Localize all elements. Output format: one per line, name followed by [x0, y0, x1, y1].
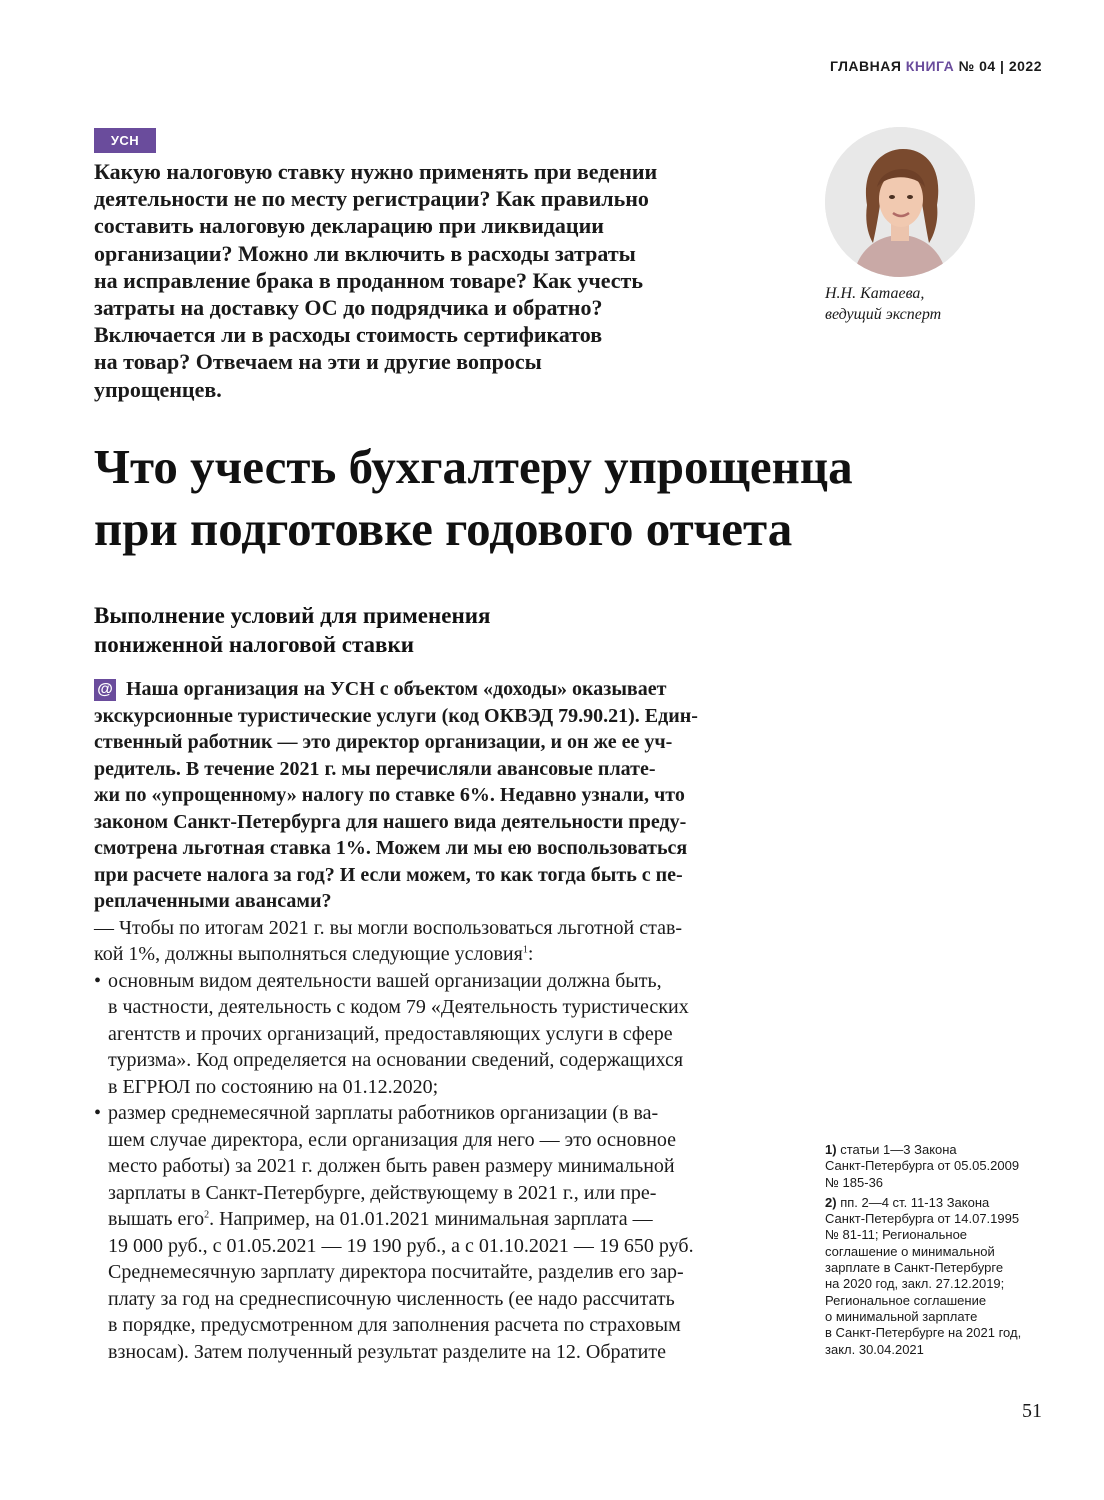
footnotes — [825, 1142, 1050, 1362]
question-line: экскурсионные туристические услуги (код ОКВЭД 79.90.21). Един- — [94, 704, 698, 727]
list-item — [94, 1100, 774, 1365]
bullet-line: взносам). Затем полученный результат разделите на 12. Обратите — [108, 1340, 666, 1363]
lead-line: затраты на доставку ОС до подрядчика и обратно? — [94, 295, 603, 321]
list-item — [94, 968, 774, 1101]
footnote-number: 1) — [825, 1142, 837, 1157]
bullet-line: Среднемесячную зарплату директора посчитайте, разделив его зар- — [108, 1261, 684, 1283]
question-line: законом Санкт-Петербурга для нашего вида деятельности преду- — [94, 810, 687, 833]
bullet-line: зарплаты в Санкт-Петербурге, действующему в 2021 г., или пре- — [108, 1181, 657, 1204]
subhead-line: Выполнение условий для применения — [94, 603, 491, 628]
footnote-line: о минимальной зарплате — [825, 1308, 978, 1324]
bullet-line: • основным видом деятельности вашей организации должна быть, — [108, 969, 662, 992]
footnote-line: № 81-11; Региональное — [825, 1227, 968, 1243]
footnote-line: Санкт-Петербурга от 14.07.1995 — [825, 1211, 1020, 1227]
article-headline — [94, 436, 1054, 560]
footnote-number: 2) — [825, 1194, 837, 1210]
bullet-line: в ЕГРЮЛ по состоянию на 01.12.2020; — [108, 1075, 439, 1098]
question-line: редитель. В течение 2021 г. мы перечисляли авансовые плате- — [94, 757, 656, 780]
question-line: реплаченными авансами? — [94, 890, 332, 912]
lead-line: на товар? Отвечаем на эти и другие вопросы — [94, 349, 542, 375]
expert-answer — [94, 915, 774, 1366]
question-line: смотрена льготная ставка 1%. Можем ли мы ею воспользоваться — [94, 837, 688, 859]
lead-paragraph — [94, 158, 774, 403]
footnote-line: пп. 2—4 ст. 11-13 Закона — [840, 1194, 990, 1210]
bullet-line: место работы) за 2021 г. должен быть равен размеру минимальной — [108, 1155, 675, 1177]
section-tag: УСН — [94, 128, 156, 153]
question-line: Наша организация на УСН с объектом «доходы» оказывает — [126, 678, 667, 700]
masthead-title: ГЛАВНАЯ — [829, 58, 902, 74]
bullet-line: • размер среднемесячной зарплаты работников организации (в ва- — [108, 1102, 659, 1124]
subhead-line: пониженной налоговой ставки — [94, 632, 414, 657]
masthead — [830, 58, 1042, 74]
lead-line: составить налоговую декларацию при ликвидации — [94, 213, 604, 239]
footnote-line: Региональное соглашение — [825, 1292, 987, 1308]
author-portrait-icon — [825, 127, 975, 277]
email-question-icon: @ — [94, 679, 116, 701]
lead-line: на исправление брака в проданном товаре? Как учесть — [94, 267, 643, 293]
masthead-title-accent: КНИГА — [905, 58, 955, 74]
lead-line: Включается ли в расходы стоимость сертификатов — [94, 322, 603, 348]
bullet-line: туризма». Код определяется на основании сведений, содержащихся — [108, 1049, 684, 1071]
author-name: Н.Н. Катаева, — [825, 285, 925, 302]
page-number: 51 — [1022, 1400, 1042, 1422]
question-line: жи по «упрощенному» налогу по ставке 6%. Недавно узнали, что — [94, 784, 685, 806]
footnote-line: статьи 1—3 Закона — [840, 1142, 957, 1157]
bullet-line: в частности, деятельность с кодом 79 «Деятельность туристических — [108, 996, 689, 1018]
footnote-line: Санкт-Петербурга от 05.05.2009 — [825, 1158, 1020, 1174]
footnote-ref[interactable]: 2 — [204, 1209, 210, 1221]
masthead-issue: № 04 | 2022 — [958, 58, 1042, 74]
footnote-ref[interactable]: 1 — [522, 944, 528, 956]
footnote-line: зарплате в Санкт-Петербурге — [825, 1260, 1004, 1276]
author-role: ведущий эксперт — [825, 306, 942, 323]
bullet-line: . Например, на 01.01.2021 минимальная зарплата — — [209, 1208, 653, 1230]
footnote-line: закл. 30.04.2021 — [825, 1341, 924, 1357]
lead-line: Какую налоговую ставку нужно применять при ведении — [94, 159, 658, 184]
footnote-2 — [825, 1195, 1050, 1358]
headline-line: Что учесть бухгалтеру упрощенца — [94, 439, 853, 494]
footnote-line: на 2020 год, закл. 27.12.2019; — [825, 1276, 1005, 1292]
author-caption — [825, 283, 941, 325]
answer-line-end: : — [527, 943, 534, 965]
question-line: ственный работник — это директор организации, и он же ее уч- — [94, 731, 673, 753]
reader-question — [94, 676, 774, 915]
lead-line: деятельности не по месту регистрации? Как правильно — [94, 186, 649, 212]
article-body — [94, 676, 774, 1365]
bullet-line: шем случае директора, если организация для него — это основное — [108, 1128, 677, 1151]
conditions-list — [94, 968, 774, 1366]
bullet-line: в порядке, предусмотренном для заполнения расчета по страховым — [108, 1314, 681, 1336]
section-subheading — [94, 601, 774, 659]
footnote-1 — [825, 1142, 1050, 1191]
headline-line: при подготовке годового отчета — [94, 501, 793, 556]
footnote-line: № 185-36 — [825, 1174, 884, 1190]
bullet-line: плату за год на среднесписочную численность (ее надо рассчитать — [108, 1287, 675, 1310]
footnote-line: в Санкт-Петербурге на 2021 год, — [825, 1325, 1022, 1341]
lead-line: упрощенцев. — [94, 376, 222, 402]
bullet-line: вышать его — [108, 1208, 205, 1230]
answer-line: кой 1%, должны выполняться следующие условия — [94, 943, 523, 965]
question-line: при расчете налога за год? И если можем, то как тогда быть с пе- — [94, 863, 683, 886]
bullet-line: агентств и прочих организаций, предоставляющих услуги в сфере — [108, 1022, 673, 1045]
lead-line: организации? Можно ли включить в расходы затраты — [94, 240, 636, 266]
answer-line: — Чтобы по итогам 2021 г. вы могли воспользоваться льготной став- — [94, 916, 683, 939]
bullet-line: 19 000 руб., с 01.05.2021 — 19 190 руб., а с 01.10.2021 — 19 650 руб. — [108, 1234, 694, 1257]
author-photo — [825, 127, 975, 277]
footnote-line: соглашение о минимальной — [825, 1243, 995, 1259]
